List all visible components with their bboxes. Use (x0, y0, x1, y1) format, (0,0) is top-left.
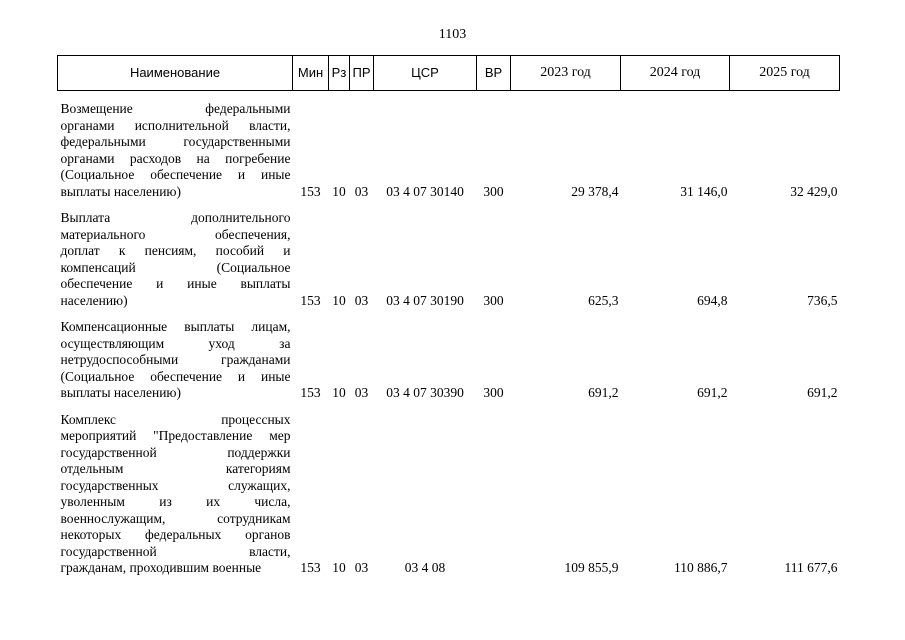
row-rz: 10 (332, 560, 346, 575)
row-y2023: 625,3 (588, 292, 619, 308)
row-pr: 03 (354, 560, 369, 575)
row-name (58, 101, 293, 200)
row-csr: 03 4 08 (404, 560, 446, 575)
row-y2025: 32 429,0 (790, 183, 838, 199)
row-vr: 300 (483, 292, 504, 308)
row-name-line: выплаты населению) (60, 183, 182, 199)
header-min: Мин (293, 56, 329, 91)
row-y2024: 31 146,0 (680, 183, 728, 199)
row-spacer (58, 91, 840, 102)
budget-table (57, 55, 840, 577)
row-name-line: государственных служащих, (60, 477, 291, 493)
row-csr: 03 4 07 30190 (386, 292, 464, 308)
row-rz: 10 (332, 183, 346, 199)
row-y2024: 691,2 (697, 385, 728, 400)
row-name-line: некоторых федеральных органов (60, 527, 291, 542)
row-y2023: 29 378,4 (571, 183, 619, 199)
row-name-line: компенсаций (Социальное (60, 259, 291, 275)
header-2023: 2023 год (511, 56, 621, 91)
row-vr (477, 412, 511, 577)
row-pr: 03 (354, 292, 369, 308)
row-name-line: гражданам, проходившим военные (60, 560, 262, 575)
row-name-line: (Социальное обеспечение и иные (60, 167, 291, 182)
page-number: 1103 (438, 27, 467, 42)
row-name-line: (Социальное обеспечение и иные (60, 368, 291, 384)
row-y2023: 691,2 (588, 385, 619, 400)
header-csr: ЦСР (374, 56, 477, 91)
header-rz: Рз (329, 56, 350, 91)
row-name-line: обеспечение и иные выплаты (60, 276, 291, 291)
row-name (58, 210, 293, 309)
row-y2025: 691,2 (807, 385, 838, 400)
row-name-line: органами исполнительной власти, (60, 117, 291, 133)
table-body (58, 91, 840, 577)
row-name-line: осуществляющим уход за (60, 335, 291, 351)
row-min: 153 (300, 560, 321, 575)
header-2024: 2024 год (621, 56, 730, 91)
row-name-line: нетрудоспособными гражданами (60, 352, 291, 367)
row-rz: 10 (332, 292, 346, 308)
row-name-line: населению) (60, 292, 128, 308)
row-y2025: 736,5 (807, 292, 838, 308)
row-name-line: государственной власти, (60, 543, 291, 559)
row-rz: 10 (332, 385, 346, 400)
header-vr: ВР (477, 56, 511, 91)
row-vr: 300 (483, 183, 504, 199)
row-name-line: уволенным из их числа, (60, 494, 291, 509)
row-name-line: доплат к пенсиям, пособий и (60, 243, 291, 258)
row-name-line: мероприятий "Предоставление мер (60, 428, 291, 443)
row-y2025: 111 677,6 (784, 560, 838, 575)
header-2025: 2025 год (730, 56, 840, 91)
table-row (58, 319, 840, 402)
row-csr: 03 4 07 30140 (386, 183, 464, 199)
row-name-line: выплаты населению) (60, 385, 182, 400)
table-header (58, 56, 840, 91)
row-spacer (58, 402, 840, 412)
row-name-line: материального обеспечения, (60, 226, 291, 242)
row-y2024: 110 886,7 (674, 560, 728, 575)
row-vr: 300 (483, 385, 504, 400)
table-row (58, 412, 840, 577)
header-pr: ПР (350, 56, 374, 91)
row-y2023: 109 855,9 (564, 560, 619, 575)
row-pr: 03 (354, 183, 369, 199)
row-name-line: Компенсационные выплаты лицам, (60, 319, 291, 334)
row-name-line: органами расходов на погребение (60, 150, 291, 166)
row-name-line: Выплата дополнительного (60, 210, 291, 225)
row-name-line: отдельным категориям (60, 461, 291, 476)
row-spacer-cell (58, 200, 840, 210)
row-min: 153 (300, 183, 321, 199)
row-name-line: государственной поддержки (60, 444, 291, 460)
row-spacer (58, 200, 840, 210)
row-spacer-cell (58, 91, 840, 102)
row-spacer-cell (58, 402, 840, 412)
row-pr: 03 (354, 385, 369, 400)
row-name-line: федеральными государственными (60, 134, 291, 149)
row-name (58, 319, 293, 402)
row-name-line: Комплекс процессных (60, 411, 291, 427)
row-min: 153 (300, 385, 321, 400)
table-row (58, 210, 840, 309)
row-spacer (58, 309, 840, 319)
row-min: 153 (300, 292, 321, 308)
row-name-line: Возмещение федеральными (60, 101, 291, 116)
table-row (58, 101, 840, 200)
row-y2024: 694,8 (697, 292, 728, 308)
row-name (58, 412, 293, 577)
header-name: Наименование (58, 56, 293, 91)
row-csr: 03 4 07 30390 (386, 385, 464, 400)
row-name-line: военнослужащим, сотрудникам (60, 510, 291, 526)
row-spacer-cell (58, 309, 840, 319)
